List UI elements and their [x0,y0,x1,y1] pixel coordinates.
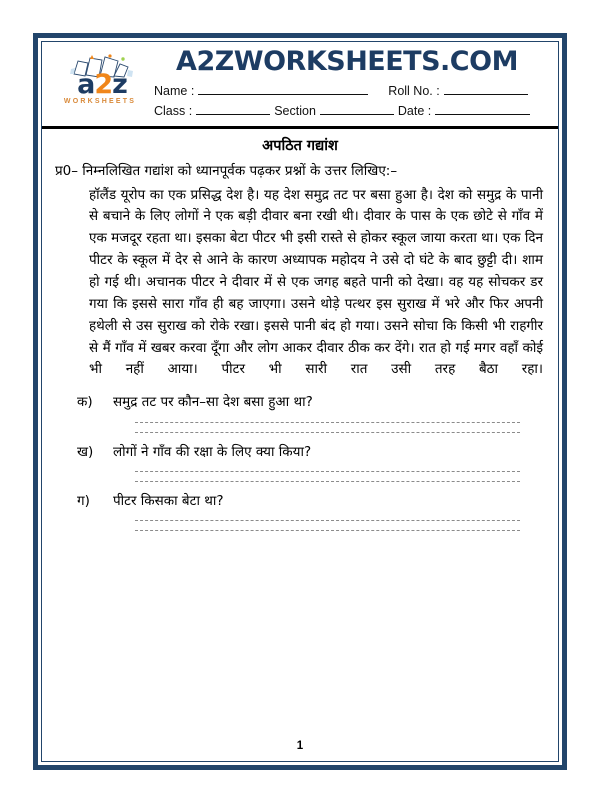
class-section-date-row [154,102,548,118]
a2z-logo [52,52,148,114]
site-title: A2ZWORKSHEETS.COM [176,46,518,77]
logo-letter-z: z [112,69,127,100]
worksheet-header [42,42,558,129]
worksheet-page [41,41,559,762]
logo-letter-2: 2 [94,69,113,100]
date-input-line[interactable] [435,102,530,115]
worksheet-page-frame [33,33,567,770]
name-label: Name : [154,84,195,99]
name-roll-row [154,82,548,98]
date-label: Date : [397,104,432,119]
question-item [55,491,545,531]
logo-wordmark [56,71,148,98]
class-input-line[interactable] [196,102,270,115]
page-number: 1 [296,740,304,752]
answer-line[interactable] [135,422,520,423]
section-label: Section [274,104,316,119]
header-right [148,48,548,122]
instruction-line: प्र0– निम्नलिखित गद्यांश को ध्यानपूर्वक पढ़कर प्रश्नों के उत्तर लिखिए:– [55,163,398,180]
class-label: Class : [154,104,193,119]
answer-line[interactable] [135,520,520,521]
answer-line[interactable] [135,530,520,531]
roll-no-input-line[interactable] [444,82,528,95]
question-text: लोगों ने गाँव की रक्षा के लिए क्या किया? [113,443,312,460]
answer-line[interactable] [135,481,520,482]
name-input-line[interactable] [198,82,368,95]
question-marker: ग) [77,492,90,509]
question-item [55,442,545,482]
answer-line[interactable] [135,471,520,472]
worksheet-body [42,129,558,761]
question-text: समुद्र तट पर कौन–सा देश बसा हुआ था? [113,394,313,411]
logo-subtitle: WORKSHEETS [63,98,137,105]
roll-no-label: Roll No. : [388,84,440,99]
question-marker: क) [77,394,93,411]
questions-list [55,392,545,540]
question-item [55,392,545,432]
logo-letter-a: a [77,69,95,100]
page-title: अपठित गद्यांश [262,138,338,155]
question-text: पीटर किसका बेटा था? [113,492,224,509]
passage-text: हॉलैंड यूरोप का एक प्रसिद्ध देश है। यह देश समुद्र तट पर बसा हुआ है। देश को समुद्र के पानी से बचाने के लिए लोगों ने एक बड़ी दीवार बना रखी थी। दीवार के पास के एक छोटे से गाँव में एक मजदूर रहता था। इसका बेटा पीटर भी इसी रास्ते से होकर स्कूल जाया करता था। एक दिन पीटर के स्कूल में देर से आने के कारण अध्यापक महोदय ने उसे दो घंटे के बाद छुट्टी दी। शाम हो गई थी। अचानक पीटर ने दीवार में से एक जगह बहते पानी को देखा। वह यह सोचकर डर गया कि इससे सारा गाँव ही बह जाएगा। उसने थोड़े पत्थर इस सुराख में भरे और फिर अपनी हथेली से उस सुराख को रोके रखा। इससे पानी बंद हो गया। उसने सोचा कि किसी भी राहगीर से मैं गाँव में खबर करवा दूँगा और लोग आकर दीवार ठीक कर देंगे। रात हो गई मगर वहाँ कोई भी नहीं आया। पीटर भी सारी रात उसी तरह बैठा रहा। [89,186,543,378]
answer-line[interactable] [135,432,520,433]
question-marker: ख) [77,443,94,460]
section-input-line[interactable] [320,102,394,115]
